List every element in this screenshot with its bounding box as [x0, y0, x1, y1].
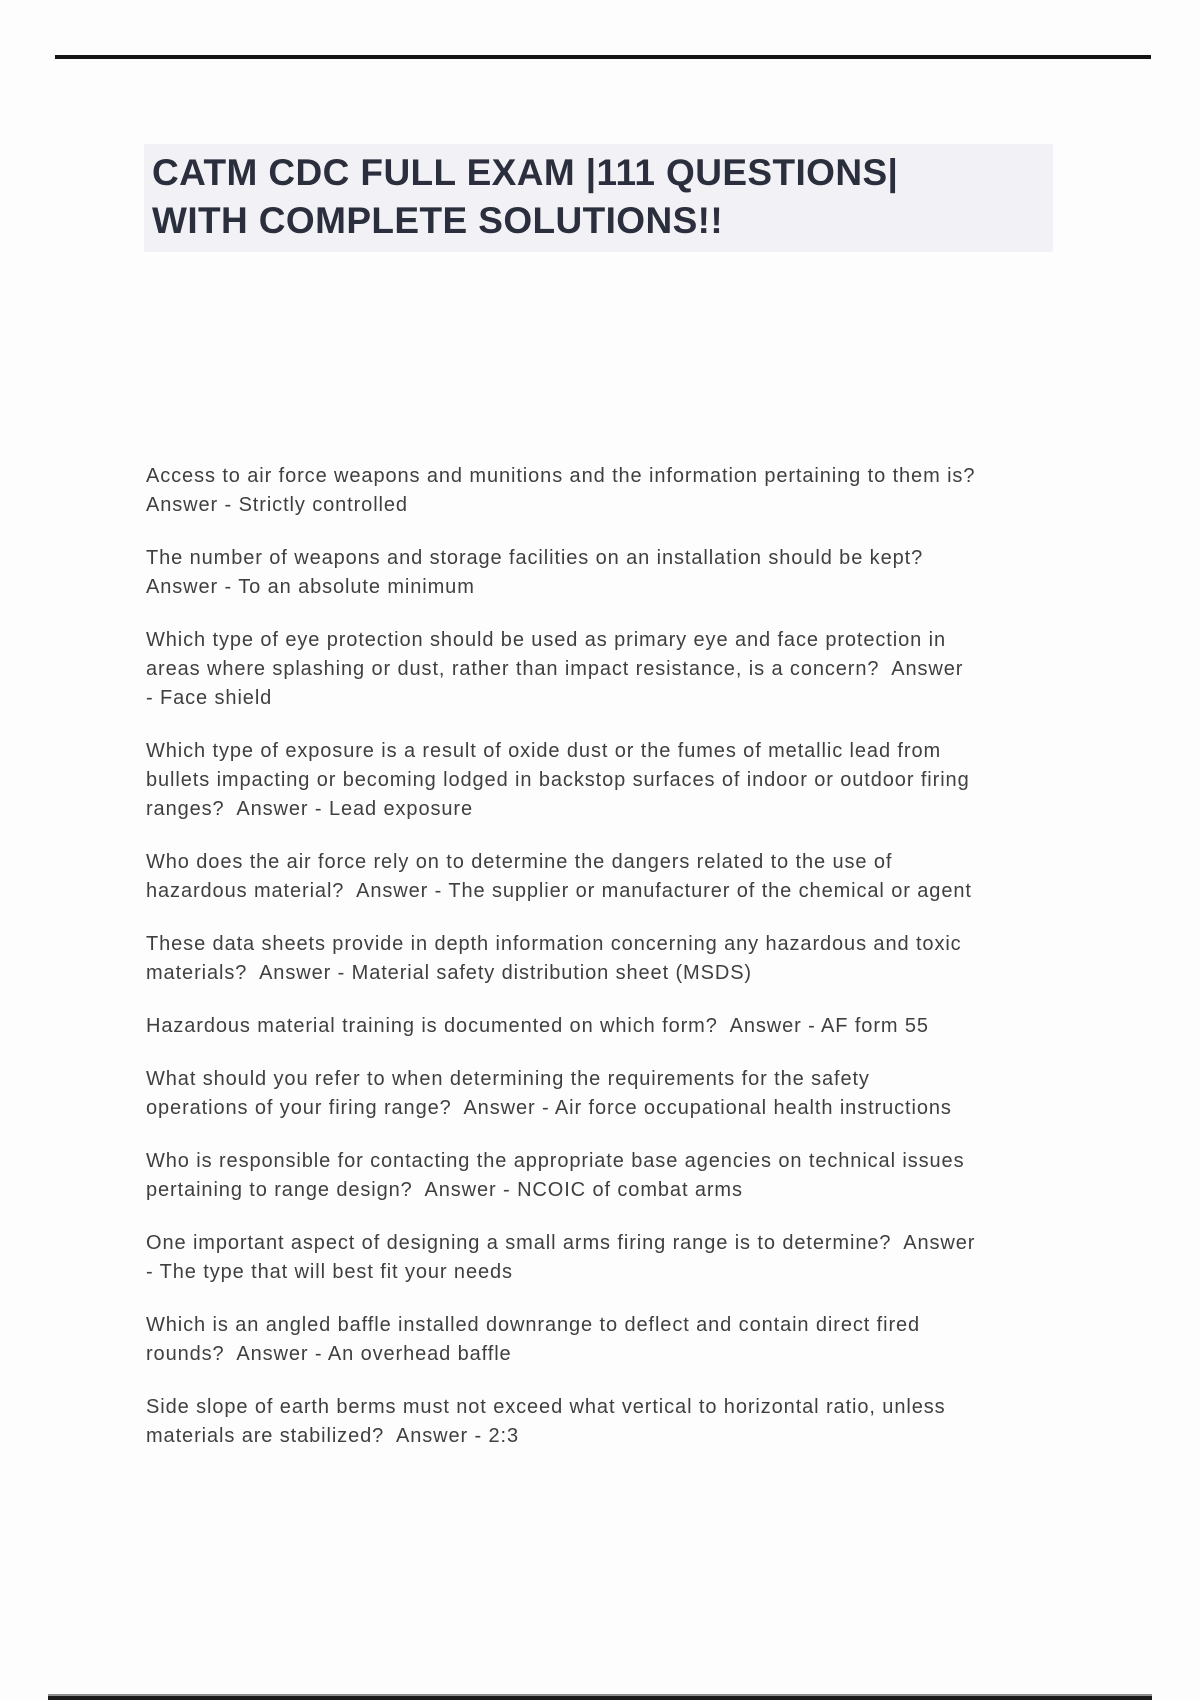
qa-item: What should you refer to when determining the requirements for the safety operations of your firing range? Answer - Air force occupational health instructions	[146, 1068, 952, 1119]
header-rule	[55, 55, 1151, 59]
title-line-2: WITH COMPLETE SOLUTIONS!!	[152, 200, 724, 241]
qa-item: Hazardous material training is documented on which form? Answer - AF form 55	[146, 1015, 929, 1037]
qa-item: Who does the air force rely on to determine the dangers related to the use of hazardous material? Answer - The supplier or manufacturer of the chemical or agent	[146, 851, 972, 902]
title-line-1: CATM CDC FULL EXAM |111 QUESTIONS|	[152, 152, 899, 193]
qa-item: Which type of eye protection should be used as primary eye and face protection in areas where splashing or dust, rather than impact resistance, is a concern? Answer - Face shield	[146, 629, 970, 709]
qa-item: Which type of exposure is a result of oxide dust or the fumes of metallic lead from bullets impacting or becoming lodged in backstop surfaces of indoor or outdoor firing ranges? Answer - Lead exposure	[146, 740, 977, 820]
qa-item: Which is an angled baffle installed downrange to deflect and contain direct fired rounds? Answer - An overhead baffle	[146, 1314, 927, 1365]
qa-item: The number of weapons and storage facilities on an installation should be kept? Answer - To an absolute minimum	[146, 547, 935, 598]
qa-item: Access to air force weapons and munitions and the information pertaining to them is? Answer - Strictly controlled	[146, 465, 988, 516]
qa-item: These data sheets provide in depth information concerning any hazardous and toxic materials? Answer - Material safety distribution sheet (MSDS)	[146, 933, 969, 984]
footer-rule	[48, 1694, 1152, 1700]
qa-item: Who is responsible for contacting the appropriate base agencies on technical issues pertaining to range design? Answer - NCOIC of combat arms	[146, 1150, 971, 1201]
qa-list	[146, 462, 988, 1475]
qa-item: One important aspect of designing a small arms firing range is to determine? Answer - The type that will best fit your needs	[146, 1232, 982, 1283]
document-title	[144, 144, 1053, 252]
qa-item: Side slope of earth berms must not exceed what vertical to horizontal ratio, unless materials are stabilized? Answer - 2:3	[146, 1396, 952, 1447]
